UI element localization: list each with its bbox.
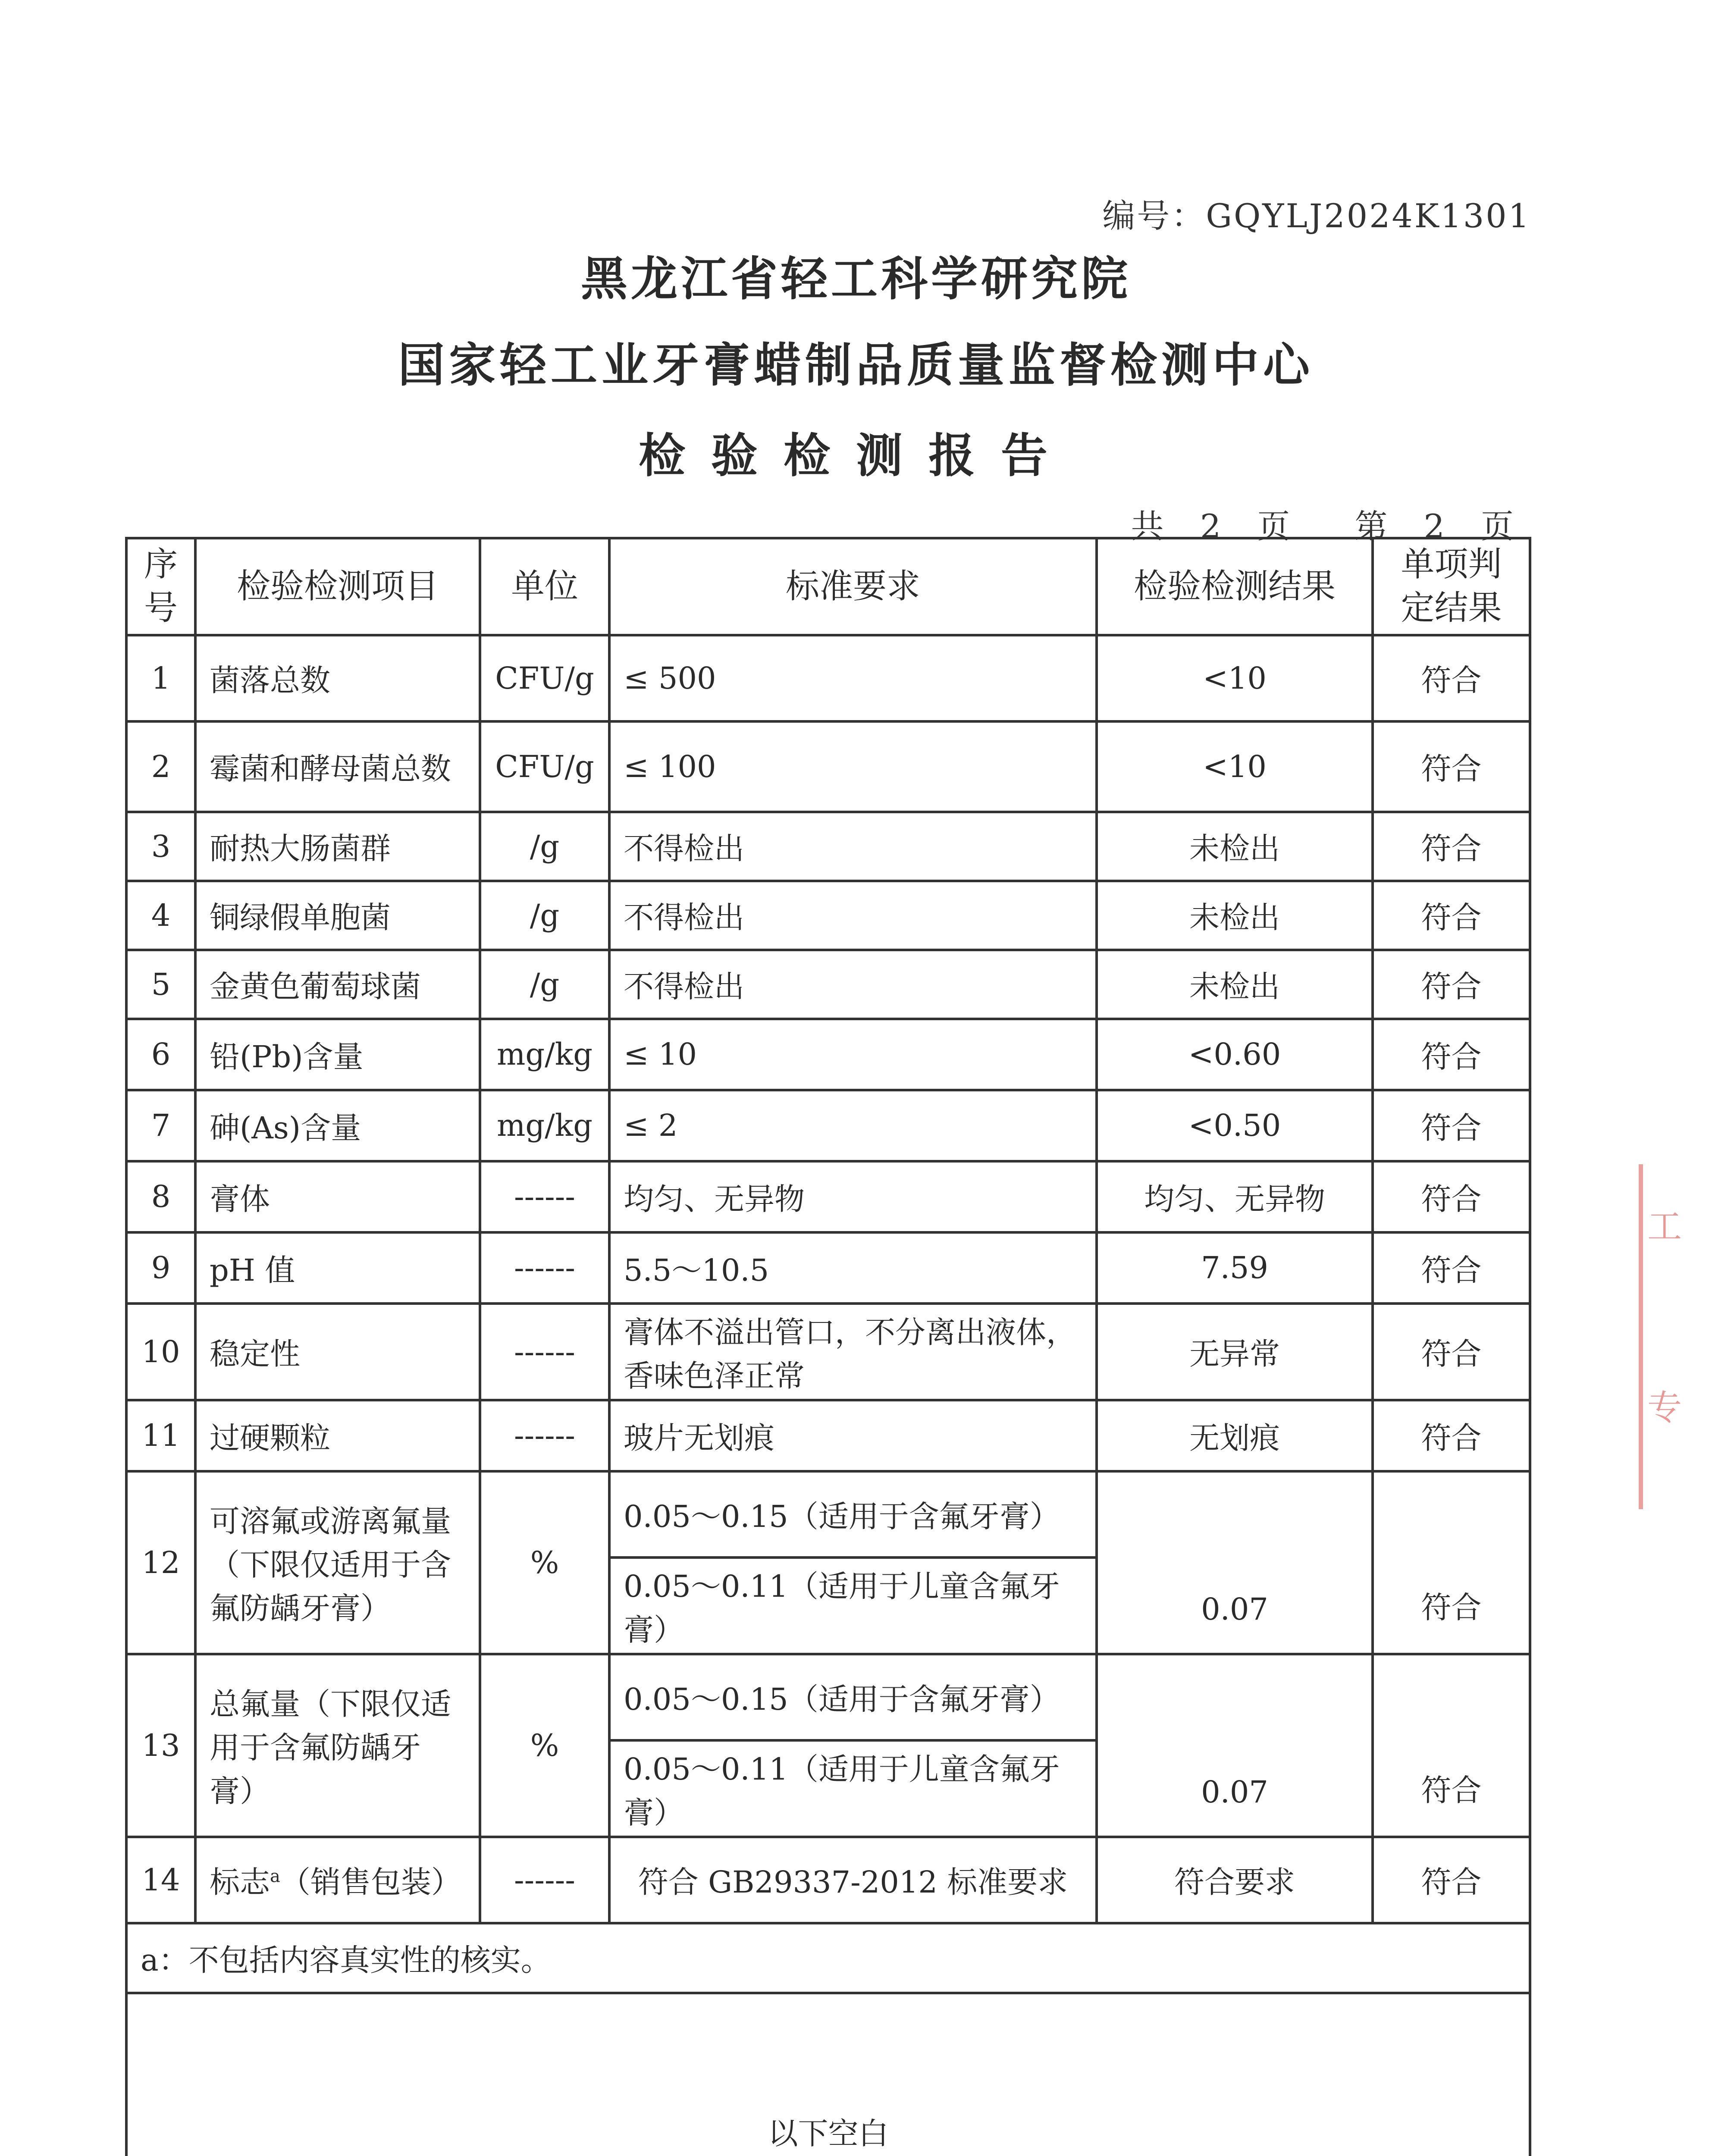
footnote: a：不包括内容真实性的核实。 <box>126 1923 1530 1993</box>
cell-judgment: 符合 <box>1373 1471 1530 1654</box>
cell-item: 稳定性 <box>195 1304 480 1400</box>
cell-judgment: 符合 <box>1373 1090 1530 1161</box>
cell-seq: 8 <box>126 1161 195 1232</box>
cell-standard-a: 0.05～0.15（适用于含氟牙膏） <box>609 1471 1097 1557</box>
footnote-row <box>126 1923 1530 1993</box>
stamp-fragment: 专 <box>1647 1388 1682 1428</box>
results-table <box>125 537 1531 2156</box>
report-number: 编号：GQYLJ2024K1301 <box>1102 197 1531 235</box>
blank-note: 以下空白 <box>126 1993 1530 2156</box>
item-label: 标志 <box>210 1865 270 1900</box>
cell-item: 耐热大肠菌群 <box>195 812 480 881</box>
cell-seq: 13 <box>126 1654 195 1837</box>
cell-seq: 2 <box>126 721 195 812</box>
cell-unit: /g <box>480 950 609 1019</box>
cell-unit: mg/kg <box>480 1090 609 1161</box>
cell-result: <10 <box>1097 635 1373 721</box>
cell-unit: % <box>480 1654 609 1837</box>
cell-result: <10 <box>1097 721 1373 812</box>
org-name-2: 国家轻工业牙膏蜡制品质量监督检测中心 <box>398 338 1314 392</box>
cell-unit: mg/kg <box>480 1019 609 1090</box>
cell-unit: ------ <box>480 1837 609 1923</box>
cell-judgment: 符合 <box>1373 881 1530 950</box>
cell-judgment: 符合 <box>1373 1400 1530 1471</box>
cell-judgment: 符合 <box>1373 1654 1530 1837</box>
cell-standard: 膏体不溢出管口，不分离出液体，香味色泽正常 <box>609 1304 1097 1400</box>
table-row <box>126 721 1530 812</box>
cell-judgment: 符合 <box>1373 950 1530 1019</box>
stamp-fragment: 工 <box>1647 1206 1682 1247</box>
cell-item: pH 值 <box>195 1232 480 1304</box>
table-row <box>126 950 1530 1019</box>
cell-standard: ≤ 2 <box>609 1090 1097 1161</box>
cell-item: 铅(Pb)含量 <box>195 1019 480 1090</box>
item-suffix: （销售包装） <box>280 1865 461 1900</box>
cell-result: 无异常 <box>1097 1304 1373 1400</box>
cell-item: 菌落总数 <box>195 635 480 721</box>
table-row <box>126 635 1530 721</box>
table-row <box>126 1161 1530 1232</box>
cell-seq: 1 <box>126 635 195 721</box>
cell-standard: 均匀、无异物 <box>609 1161 1097 1232</box>
cell-judgment: 符合 <box>1373 635 1530 721</box>
cell-standard: 不得检出 <box>609 950 1097 1019</box>
cell-unit: ------ <box>480 1161 609 1232</box>
cell-item: 可溶氟或游离氟量（下限仅适用于含氟防龋牙膏） <box>195 1471 480 1654</box>
cell-result: 7.59 <box>1097 1232 1373 1304</box>
header-unit: 单位 <box>480 538 609 635</box>
cell-unit: /g <box>480 881 609 950</box>
cell-judgment: 符合 <box>1373 1837 1530 1923</box>
table-row <box>126 1654 1530 1740</box>
cell-judgment: 符合 <box>1373 1161 1530 1232</box>
page-number: 第 2 页 <box>1355 507 1527 545</box>
cell-item: 总氟量（下限仅适用于含氟防龋牙膏） <box>195 1654 480 1837</box>
cell-judgment: 符合 <box>1373 1019 1530 1090</box>
cell-standard: 5.5～10.5 <box>609 1232 1097 1304</box>
cell-unit: % <box>480 1471 609 1654</box>
cell-item: 铜绿假单胞菌 <box>195 881 480 950</box>
cell-result: 0.07 <box>1097 1654 1373 1837</box>
cell-seq: 7 <box>126 1090 195 1161</box>
cell-item: 金黄色葡萄球菌 <box>195 950 480 1019</box>
cell-judgment: 符合 <box>1373 812 1530 881</box>
cell-unit: /g <box>480 812 609 881</box>
cell-item: 霉菌和酵母菌总数 <box>195 721 480 812</box>
cell-result: 0.07 <box>1097 1471 1373 1654</box>
cell-seq: 3 <box>126 812 195 881</box>
blank-row <box>126 1993 1530 2156</box>
table-row <box>126 1304 1530 1400</box>
cell-judgment: 符合 <box>1373 1304 1530 1400</box>
table-row <box>126 1471 1530 1557</box>
cell-result: 均匀、无异物 <box>1097 1161 1373 1232</box>
cell-item <box>195 1837 480 1923</box>
cell-unit: ------ <box>480 1304 609 1400</box>
document-title: 检验检测报告 <box>638 429 1073 483</box>
org-name-1: 黑龙江省轻工科学研究院 <box>580 252 1131 306</box>
cell-seq: 12 <box>126 1471 195 1654</box>
cell-seq: 14 <box>126 1837 195 1923</box>
cell-standard: ≤ 500 <box>609 635 1097 721</box>
header-standard: 标准要求 <box>609 538 1097 635</box>
cell-standard: 不得检出 <box>609 881 1097 950</box>
cell-result: <0.60 <box>1097 1019 1373 1090</box>
cell-result: 符合要求 <box>1097 1837 1373 1923</box>
table-row <box>126 881 1530 950</box>
cell-standard-a: 0.05～0.15（适用于含氟牙膏） <box>609 1654 1097 1740</box>
cell-result: 未检出 <box>1097 812 1373 881</box>
cell-item: 过硬颗粒 <box>195 1400 480 1471</box>
cell-item: 砷(As)含量 <box>195 1090 480 1161</box>
table-row <box>126 1400 1530 1471</box>
cell-unit: CFU/g <box>480 635 609 721</box>
cell-unit: ------ <box>480 1232 609 1304</box>
cell-seq: 9 <box>126 1232 195 1304</box>
cell-result: 未检出 <box>1097 881 1373 950</box>
cell-standard: 符合 GB29337-2012 标准要求 <box>609 1837 1097 1923</box>
cell-standard: 玻片无划痕 <box>609 1400 1097 1471</box>
cell-result: <0.50 <box>1097 1090 1373 1161</box>
table-header-row <box>126 538 1530 635</box>
cell-standard-b: 0.05～0.11（适用于儿童含氟牙膏） <box>609 1740 1097 1837</box>
cell-result: 未检出 <box>1097 950 1373 1019</box>
cell-item: 膏体 <box>195 1161 480 1232</box>
cell-unit: ------ <box>480 1400 609 1471</box>
total-pages: 共 2 页 <box>1131 507 1303 545</box>
header-judgment: 单项判定结果 <box>1373 538 1530 635</box>
cell-seq: 6 <box>126 1019 195 1090</box>
header-seq: 序号 <box>126 538 195 635</box>
cell-standard: 不得检出 <box>609 812 1097 881</box>
cell-judgment: 符合 <box>1373 1232 1530 1304</box>
table-row <box>126 812 1530 881</box>
header-result: 检验检测结果 <box>1097 538 1373 635</box>
table-row <box>126 1019 1530 1090</box>
cell-seq: 4 <box>126 881 195 950</box>
cell-seq: 10 <box>126 1304 195 1400</box>
cell-standard: ≤ 10 <box>609 1019 1097 1090</box>
cell-seq: 5 <box>126 950 195 1019</box>
cell-standard: ≤ 100 <box>609 721 1097 812</box>
cell-judgment: 符合 <box>1373 721 1530 812</box>
cell-standard-b: 0.05～0.11（适用于儿童含氟牙膏） <box>609 1557 1097 1654</box>
header-item: 检验检测项目 <box>195 538 480 635</box>
cell-result: 无划痕 <box>1097 1400 1373 1471</box>
table-row <box>126 1232 1530 1304</box>
cell-seq: 11 <box>126 1400 195 1471</box>
footnote-marker: a <box>270 1866 280 1887</box>
table-row <box>126 1837 1530 1923</box>
table-row <box>126 1090 1530 1161</box>
cell-unit: CFU/g <box>480 721 609 812</box>
